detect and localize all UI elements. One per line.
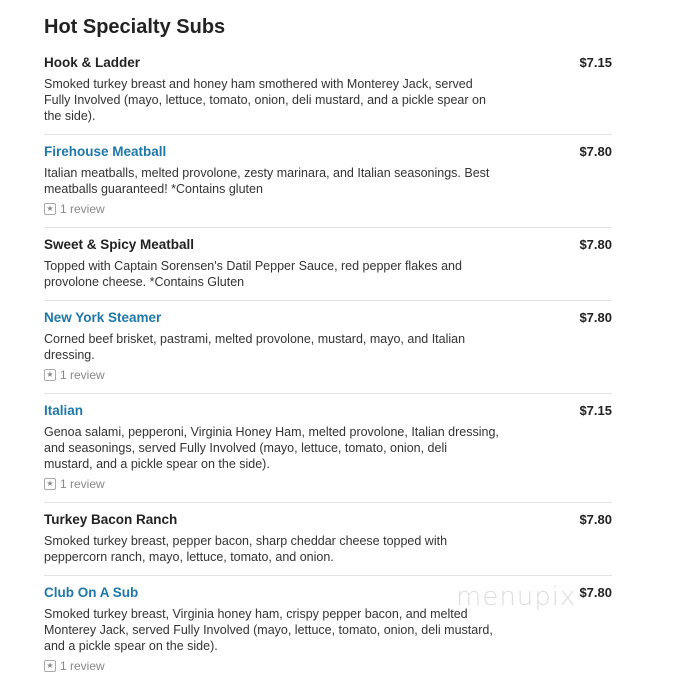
menu-item <box>44 503 612 576</box>
review-link[interactable] <box>44 201 612 217</box>
star-icon: ★ <box>44 478 56 490</box>
star-icon: ★ <box>44 660 56 672</box>
star-icon: ★ <box>44 369 56 381</box>
review-count[interactable]: 1 review <box>60 477 105 491</box>
item-description: Topped with Captain Sorensen's Datil Pepper Sauce, red pepper flakes and provolone cheese. *Contains Gluten <box>44 259 462 289</box>
item-price: $7.15 <box>579 403 612 418</box>
item-price: $7.80 <box>579 237 612 252</box>
menu-item <box>44 135 612 228</box>
item-description: Corned beef brisket, pastrami, melted provolone, mustard, mayo, and Italian dressing. <box>44 332 466 362</box>
item-name[interactable]: Italian <box>44 403 84 418</box>
section-title: Hot Specialty Subs <box>44 16 226 38</box>
item-price: $7.80 <box>579 310 612 325</box>
item-name: Hook & Ladder <box>44 55 141 70</box>
item-description: Italian meatballs, melted provolone, zesty marinara, and Italian seasonings. Best meatballs guaranteed! *Contains gluten <box>44 166 490 196</box>
review-count[interactable]: 1 review <box>60 659 105 673</box>
item-description: Smoked turkey breast and honey ham smothered with Monterey Jack, served Fully Involved (mayo, lettuce, tomato, onion, deli mustard, and a pickle spear on the side). <box>44 77 486 123</box>
star-icon: ★ <box>44 203 56 215</box>
review-count[interactable]: 1 review <box>60 202 105 216</box>
menu-item <box>44 228 612 301</box>
item-name[interactable]: Firehouse Meatball <box>44 144 167 159</box>
item-price: $7.80 <box>579 512 612 527</box>
item-description: Genoa salami, pepperoni, Virginia Honey Ham, melted provolone, Italian dressing, and seasonings, served Fully Involved (mayo, lettuce, tomato, onion, deli mustard, and a pickle spear on the side). <box>44 425 499 471</box>
menu-item <box>44 46 612 135</box>
menu-item <box>44 301 612 394</box>
item-name: Sweet & Spicy Meatball <box>44 237 195 252</box>
review-count[interactable]: 1 review <box>60 368 105 382</box>
item-price: $7.15 <box>579 55 612 70</box>
item-name: Turkey Bacon Ranch <box>44 512 178 527</box>
item-description: Smoked turkey breast, pepper bacon, sharp cheddar cheese topped with peppercorn ranch, mayo, lettuce, tomato, and onion. <box>44 534 448 564</box>
item-name[interactable]: New York Steamer <box>44 310 162 325</box>
review-link[interactable] <box>44 476 612 492</box>
review-link[interactable] <box>44 367 612 383</box>
item-name[interactable]: Club On A Sub <box>44 585 139 600</box>
watermark-logo: menupix <box>456 582 577 612</box>
review-link[interactable] <box>44 658 612 674</box>
item-description: Smoked turkey breast, Virginia honey ham, crispy pepper bacon, and melted Monterey Jack, served Fully Involved (mayo, lettuce, tomato, onion, deli mustard, and a pickle spear on the side). <box>44 607 493 653</box>
menu-item <box>44 394 612 503</box>
item-price: $7.80 <box>579 144 612 159</box>
item-price: $7.80 <box>579 585 612 600</box>
